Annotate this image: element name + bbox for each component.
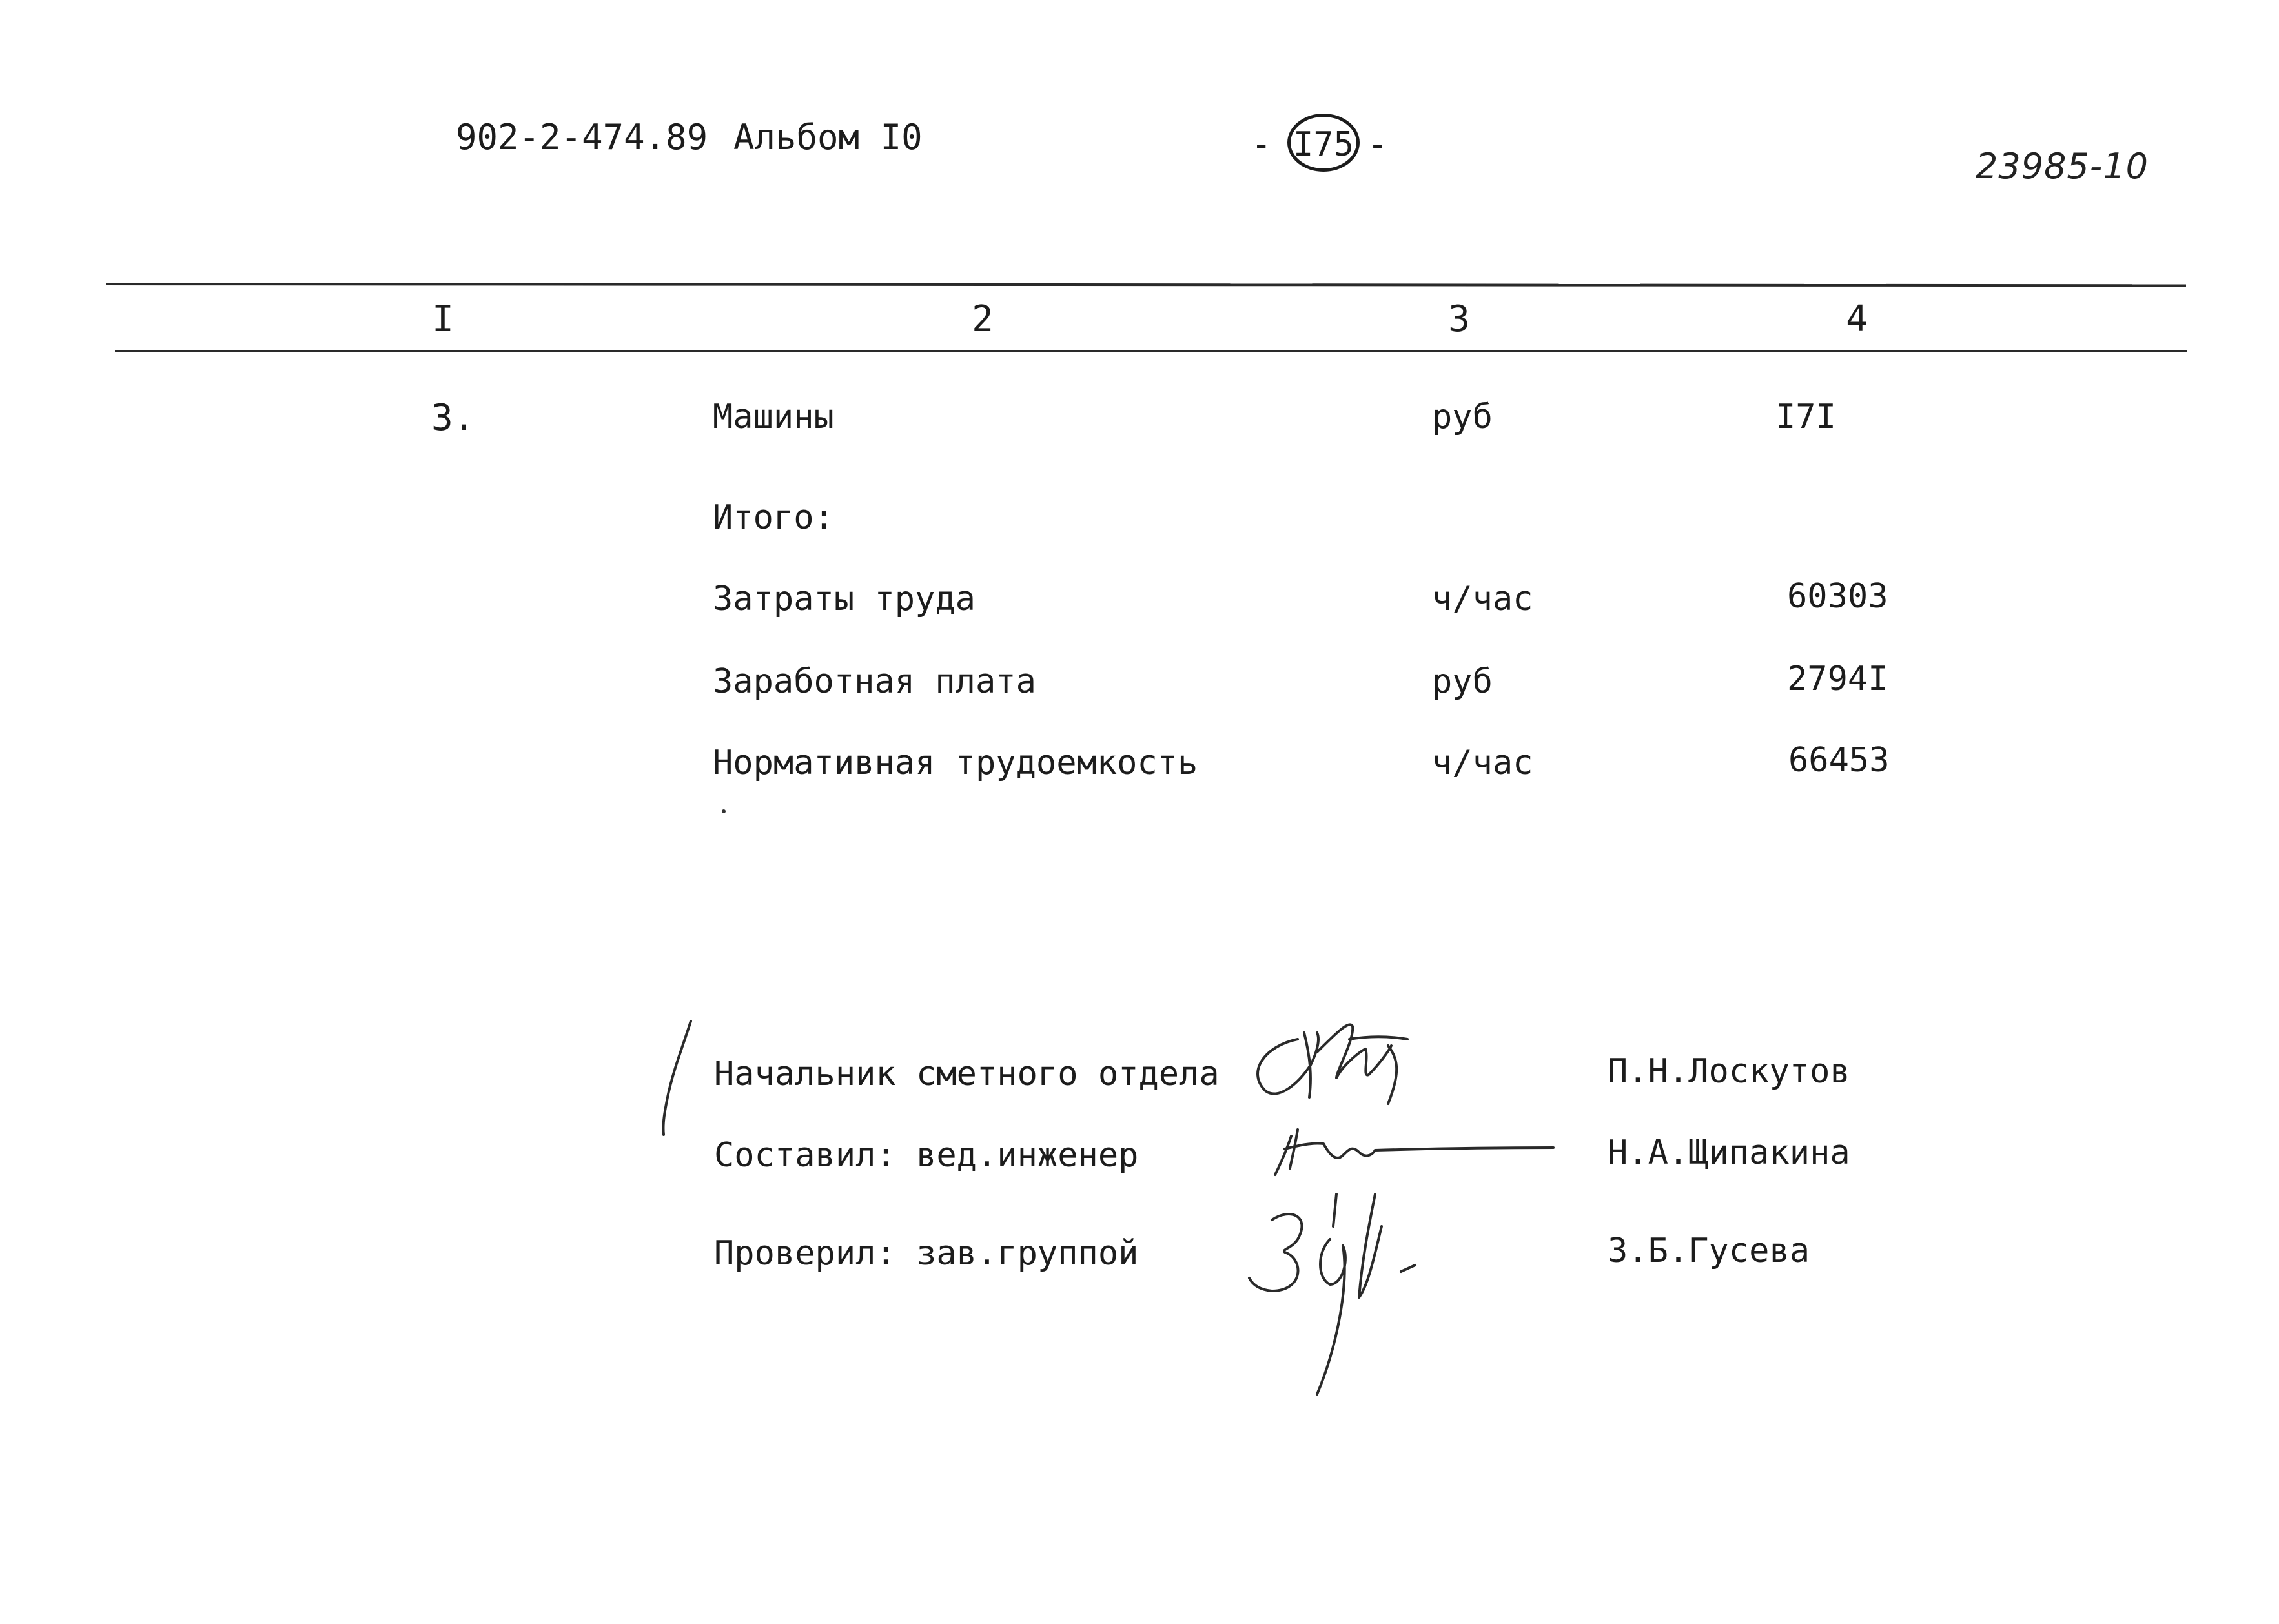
table-row-name: Машины — [713, 398, 834, 436]
page-number-dash-left: - — [1251, 125, 1272, 164]
handwritten-signature-3 — [1246, 1188, 1453, 1401]
signature-role: Начальник сметного отдела — [714, 1055, 1220, 1093]
column-header-2: 2 — [972, 298, 994, 340]
album-label: Альбом I0 — [733, 117, 923, 157]
handwritten-signature-1 — [1240, 1013, 1433, 1130]
table-row-unit: ч/час — [1432, 580, 1533, 618]
stamp-number: 23985-10 — [1976, 146, 2149, 187]
margin-stroke-mark — [659, 1020, 697, 1136]
table-row-value: 66453 — [1788, 741, 1890, 780]
table-row-value: 60303 — [1787, 577, 1888, 616]
page-number-block — [1251, 111, 1393, 176]
handwritten-signature-2 — [1272, 1117, 1556, 1194]
ink-speck — [722, 809, 726, 813]
signature-person: Н.А.Щипакина — [1608, 1133, 1850, 1172]
table-row-value: I7I — [1775, 398, 1836, 436]
table-row-name: Итого: — [713, 498, 834, 537]
table-header-bottom-rule — [115, 350, 2187, 352]
table-row-unit: ч/час — [1432, 744, 1533, 782]
signature-role: Составил: вед.инженер — [714, 1136, 1139, 1175]
signature-person: З.Б.Гусева — [1608, 1232, 1810, 1270]
signature-person: П.Н.Лоскутов — [1608, 1052, 1850, 1091]
table-row-name: Затраты труда — [713, 580, 976, 618]
table-row-name: Заработная плата — [713, 662, 1036, 701]
signature-role: Проверил: зав.группой — [714, 1234, 1139, 1273]
table-top-rule — [106, 283, 2186, 287]
document-code: 902-2-474.89 — [456, 117, 708, 157]
table-row-value: 2794I — [1787, 660, 1888, 698]
table-row-number: 3. — [431, 397, 475, 439]
table-row-unit: руб — [1432, 662, 1493, 701]
column-header-1: I — [432, 298, 454, 340]
table-row-name: Нормативная трудоемкость — [713, 744, 1198, 782]
column-header-3: 3 — [1448, 298, 1470, 340]
column-header-4: 4 — [1846, 298, 1868, 340]
table-row-unit: руб — [1432, 398, 1493, 436]
page-number: I75 — [1293, 125, 1354, 164]
page-number-dash-right: - — [1367, 125, 1388, 164]
